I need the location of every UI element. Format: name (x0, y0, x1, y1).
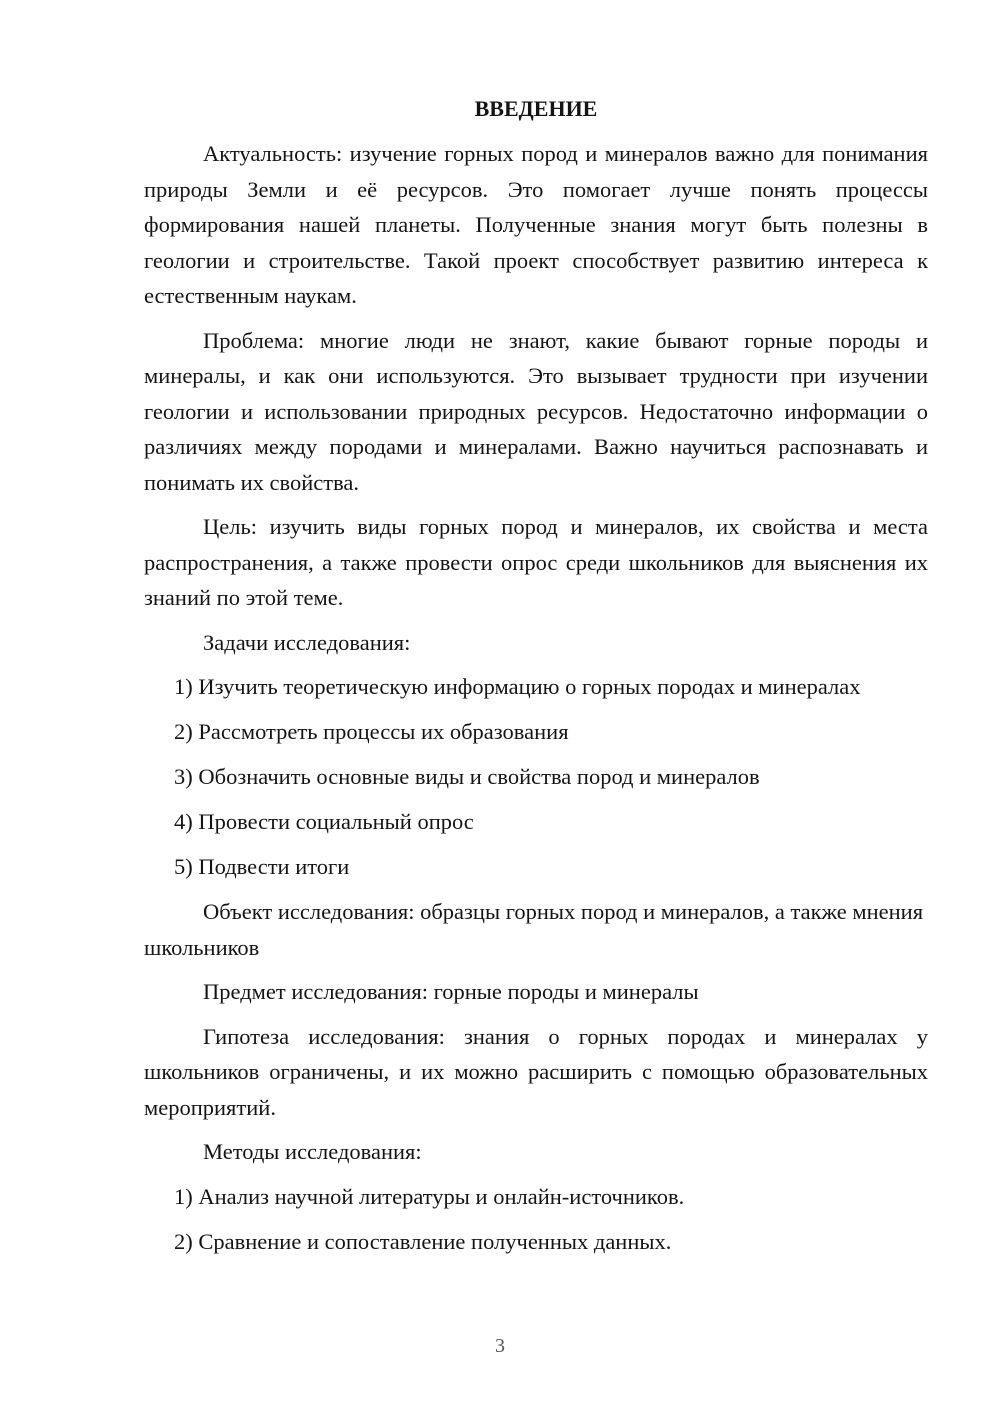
task-item: 1) Изучить теоретическую информацию о горных породах и минералах (174, 674, 861, 699)
document-page (144, 92, 928, 1269)
problem-paragraph: Проблема: многие люди не знают, какие бывают горные породы и минералы, и как они используются. Это вызывает трудности при изучении геологии и использовании природных ресурсов. Недостаточно информации о различиях между породами и минералами. Важно научиться распознавать и понимать их свойства. (144, 327, 928, 495)
method-item: 1) Анализ научной литературы и онлайн-источников. (174, 1183, 685, 1209)
relevance-paragraph: Актуальность: изучение горных пород и минералов важно для понимания природы Земли и её ресурсов. Это помогает лучше понять процессы формирования нашей планеты. Полученные знания могут быть полезны в геологии и строительстве. Такой проект способствует развитию интереса к естественным наукам. (144, 141, 928, 308)
task-item: 5) Подвести итоги (174, 854, 350, 879)
goal-paragraph: Цель: изучить виды горных пород и минералов, их свойства и места распространения, а также провести опрос среди школьников для выяснения их знаний по этой теме. (144, 514, 928, 610)
task-item: 4) Провести социальный опрос (174, 809, 474, 834)
hypothesis-paragraph: Гипотеза исследования: знания о горных породах и минералах у школьников ограничены, и их можно расширить с помощью образовательных мероприятий. (144, 1023, 928, 1120)
page-number: 3 (495, 1335, 505, 1357)
methods-heading: Методы исследования: (203, 1139, 422, 1164)
task-item: 2) Рассмотреть процессы их образования (174, 719, 569, 744)
section-title: ВВЕДЕНИЕ (474, 96, 598, 121)
method-item: 2) Сравнение и сопоставление полученных данных. (174, 1228, 672, 1254)
task-item: 3) Обозначить основные виды и свойства пород и минералов (174, 764, 760, 789)
object-paragraph: Объект исследования: образцы горных пород и минералов, а также мнения школьников (144, 899, 924, 960)
subject-paragraph: Предмет исследования: горные породы и минералы (203, 979, 699, 1004)
tasks-heading: Задачи исследования: (203, 629, 411, 655)
